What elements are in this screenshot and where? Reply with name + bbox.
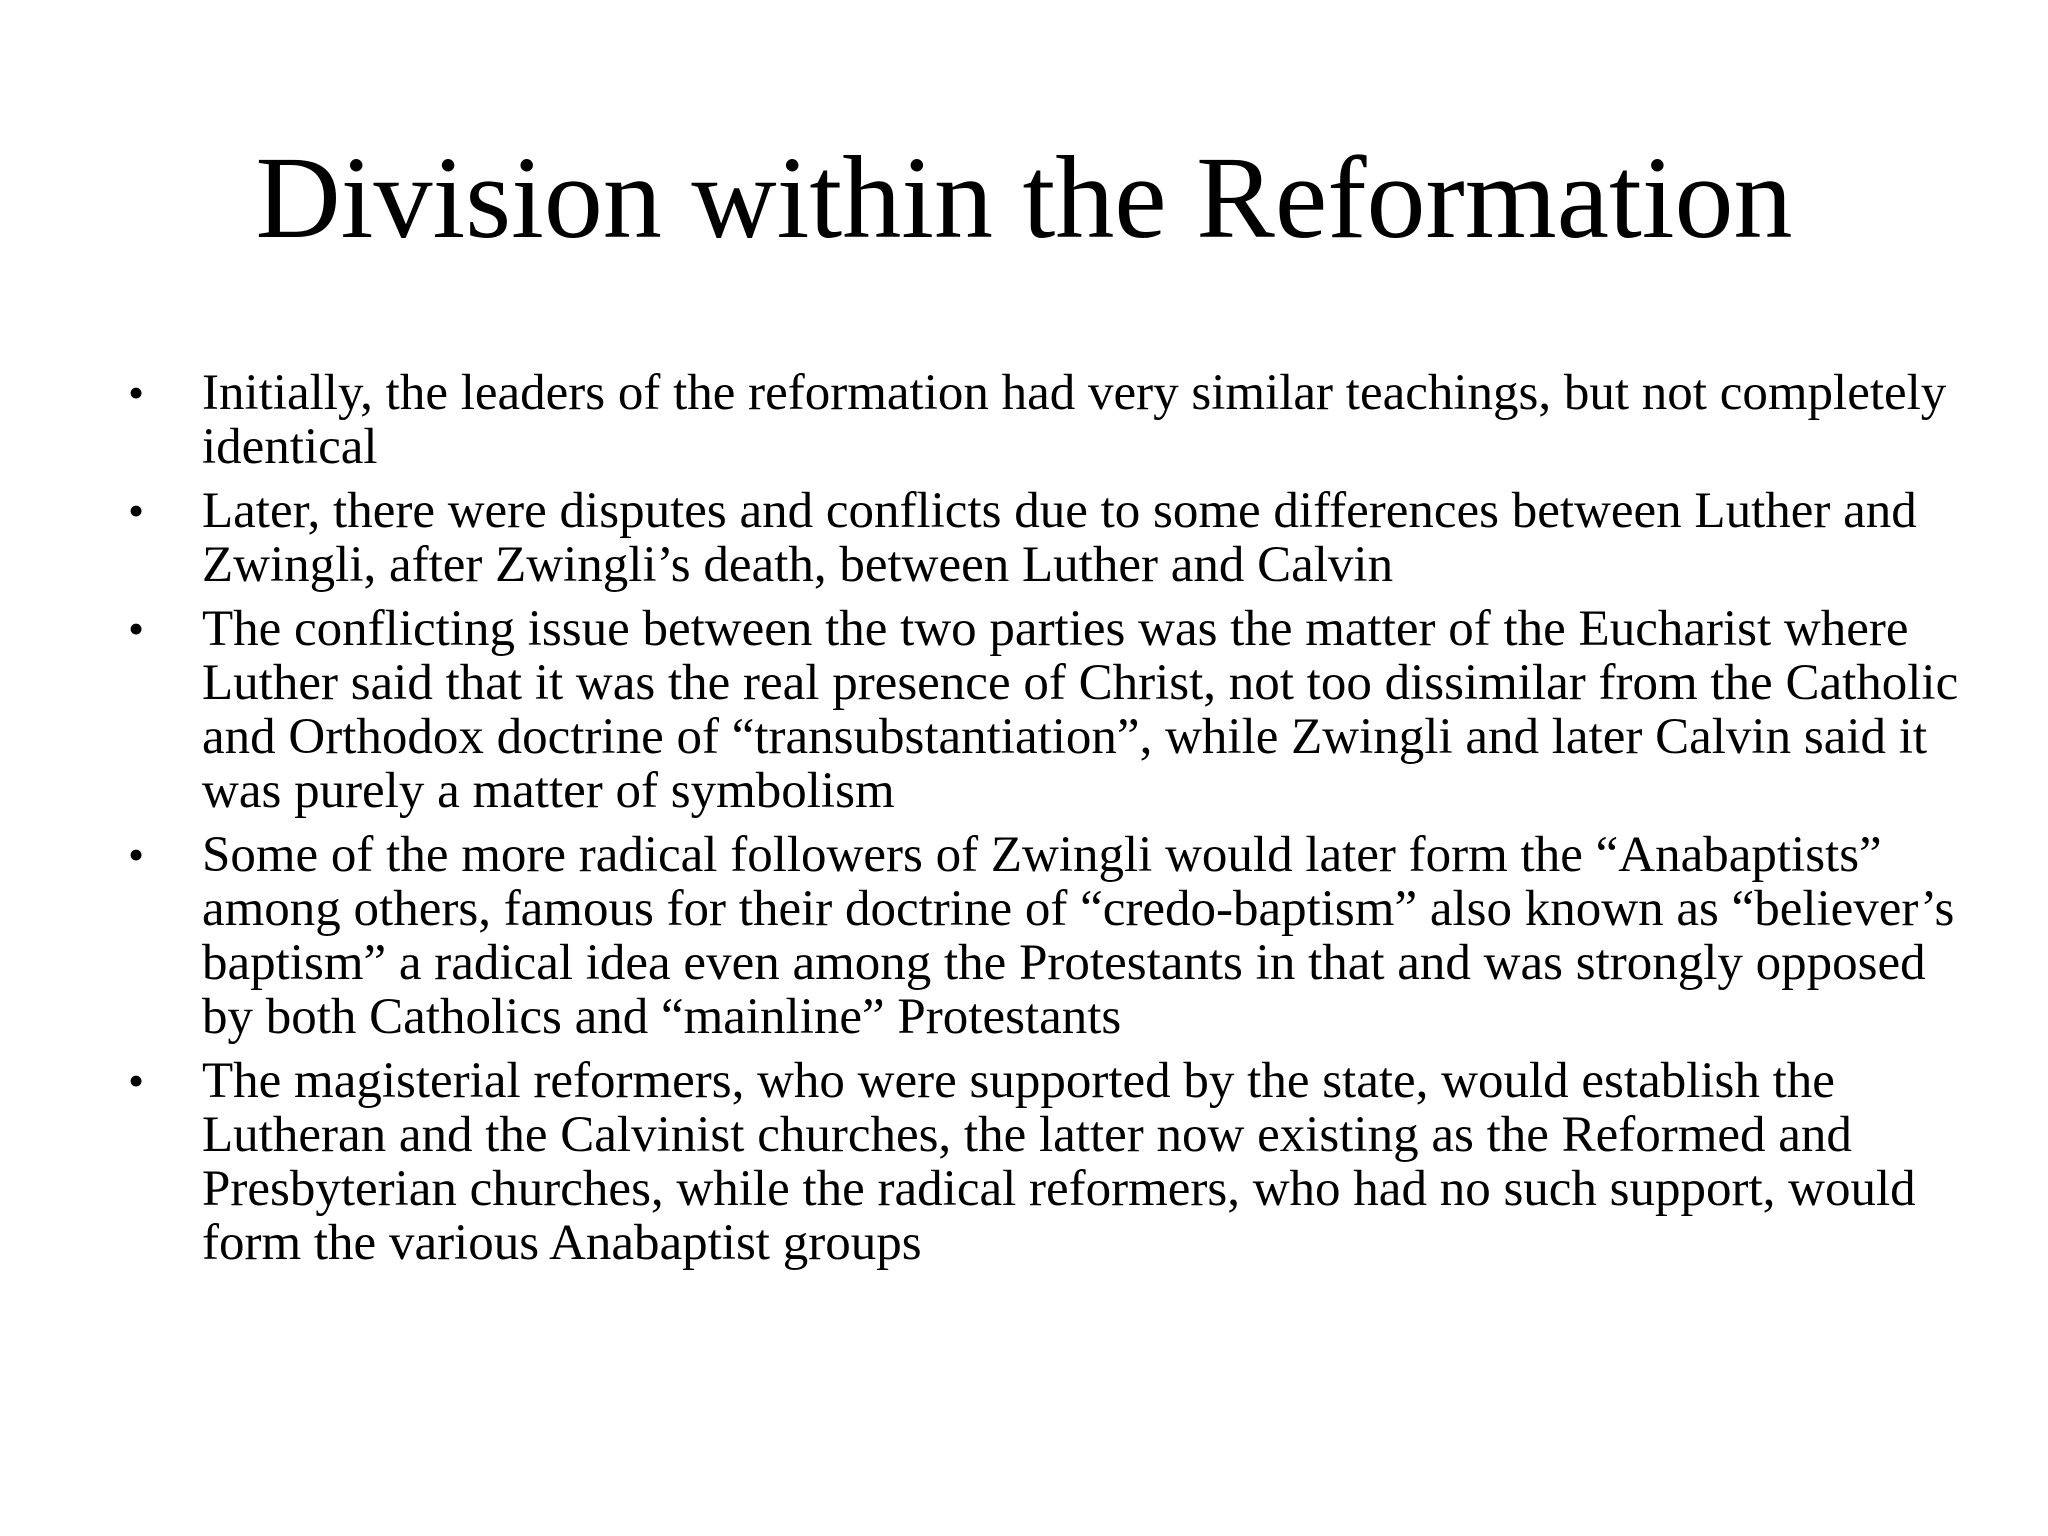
bullet-text: Initially, the leaders of the reformation had very similar teachings, but not completely identical: [202, 365, 1947, 475]
bullet-item-magisterial-reformers: [112, 1054, 1972, 1270]
bullet-text: The magisterial reformers, who were supported by the state, would establish the Lutheran and the Calvinist churches, the latter now existing as the Reformed and Presbyterian churches, while the radical reformers, who had no such support, would form the various Anabaptist groups: [202, 1053, 1916, 1271]
bullet-item-disputes: [112, 484, 1972, 592]
bullet-list: [112, 366, 1972, 1280]
bullet-marker: •: [128, 485, 145, 536]
bullet-text: The conflicting issue between the two parties was the matter of the Eucharist where Luther said that it was the real presence of Christ, not too dissimilar from the Catholic and Orthodox doctrine of “transubstantiation”, while Zwingli and later Calvin said it was purely a matter of symbolism: [202, 601, 1959, 819]
bullet-text: Later, there were disputes and conflicts due to some differences between Luther and Zwingli, after Zwingli’s death, between Luther and Calvin: [202, 483, 1917, 593]
bullet-text: Some of the more radical followers of Zwingli would later form the “Anabaptists” among others, famous for their doctrine of “credo-baptism” also known as “believer’s baptism” a radical idea even among the Protestants in that and was strongly opposed by both Catholics and “mainline” Protestants: [202, 827, 1955, 1045]
slide-title: Division within the Reformation: [255, 132, 1793, 263]
bullet-marker: •: [128, 603, 145, 654]
bullet-item-anabaptists: [112, 828, 1972, 1044]
bullet-marker: •: [128, 367, 145, 418]
bullet-marker: •: [128, 829, 145, 880]
bullet-marker: •: [128, 1055, 145, 1106]
bullet-item-initial-teachings: [112, 366, 1972, 474]
bullet-item-eucharist: [112, 602, 1972, 818]
